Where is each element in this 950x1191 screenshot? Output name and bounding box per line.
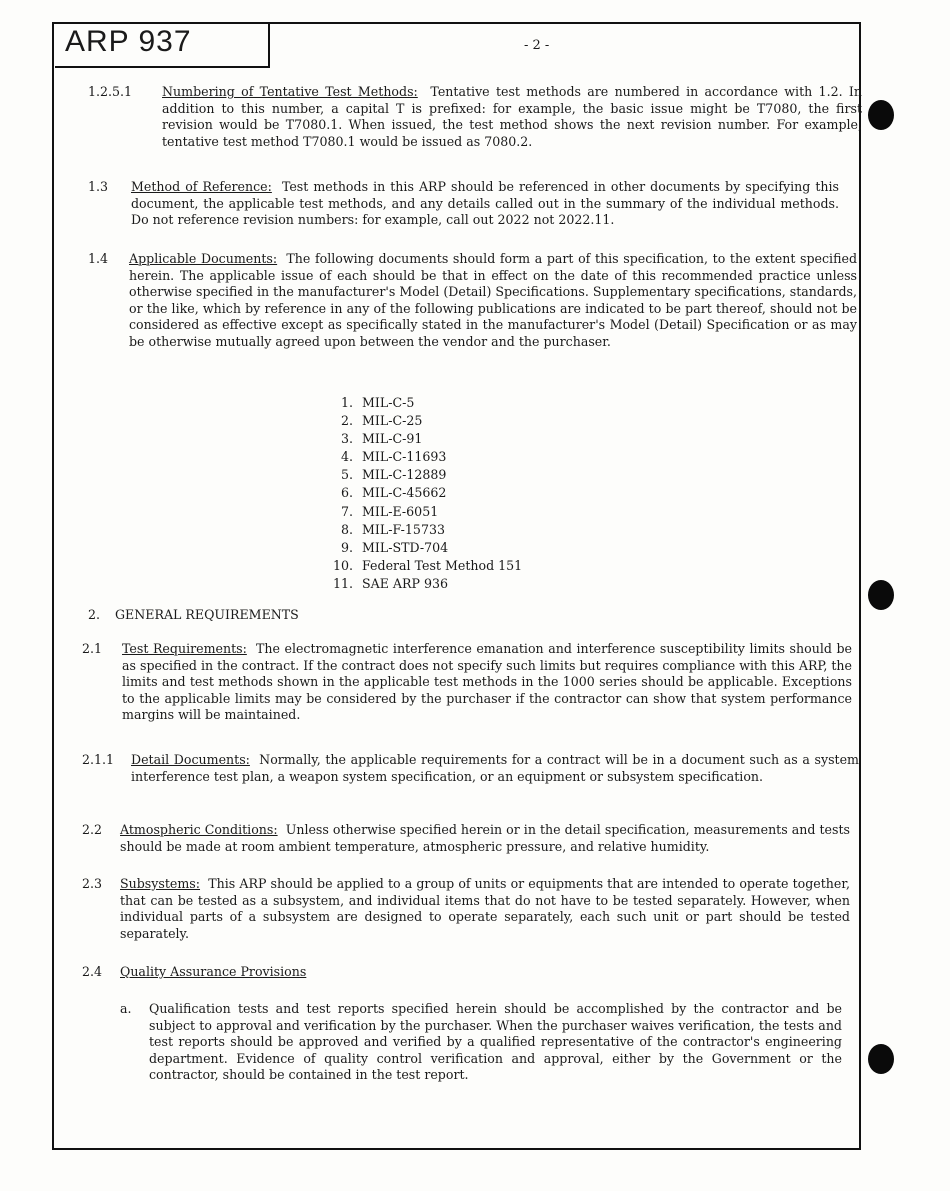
section-text: Normally, the applicable requirements for a contract will be in a document such as a system interference test plan, a weapon system specification, or an equipment or subsystem specification.: [131, 752, 860, 784]
section-number: 2.1.1: [82, 752, 115, 767]
section-title: Numbering of Tentative Test Methods:: [162, 84, 418, 99]
list-item: 5. MIL-C-12889: [340, 467, 447, 483]
punch-hole: [868, 1044, 894, 1074]
item-label: a.: [120, 1001, 132, 1016]
list-item: 11. SAE ARP 936: [332, 575, 449, 591]
list-item: 9. MIL-STD-704: [340, 539, 449, 555]
punch-hole: [868, 580, 894, 610]
list-item: 4. MIL-C-11693: [340, 449, 447, 465]
section-title: GENERAL REQUIREMENTS: [115, 607, 299, 622]
list-item: 6. MIL-C-45662: [340, 485, 447, 501]
section-title: Quality Assurance Provisions: [120, 964, 307, 979]
section-text: Tentative test methods are numbered in accordance with 1.2. In addition to this number, a capital T is prefixed: for example, the basic issue might be T7080, the first revision would be T7080.1. When issued, the test method shows the next revision number. For example, tentative test method T7080.1 would be issued as 7080.2.: [162, 84, 862, 149]
list-item: 2. MIL-C-25: [340, 413, 423, 429]
list-item: 3. MIL-C-91: [340, 431, 423, 447]
section-text: Unless otherwise specified herein or in the detail specification, measurements and tests should be made at room ambient temperature, atmospheric pressure, and relative humidity.: [120, 822, 850, 854]
list-item: 8. MIL-F-15733: [340, 521, 445, 537]
section-text: The following documents should form a part of this specification, to the extent specified herein. The applicable issue of each should be that in effect on the date of this recommended practice unless otherwise specified in the manufacturer's Model (Detail) Specifications. Supplementary specifications, standards, or the like, which by reference in any of the following publications are indicated to be part thereof, should not be considered as effective except as specifically stated in the manufacturer's Model (Detail) Specification or as may be otherwise mutually agreed upon between the vendor and the purchaser.: [129, 251, 858, 349]
section-title: Method of Reference:: [131, 179, 272, 194]
section-number: 2.2: [82, 822, 103, 837]
section-title: Applicable Documents:: [129, 251, 278, 266]
section-text: The electromagnetic interference emanation and interference susceptibility limits should be as specified in the contract. If the contract does not specify such limits but requires compliance with this ARP, the limits and test methods shown in the applicable test methods in the 1000 series should be applicable. Exceptions to the applicable limits may be considered by the purchaser if the contractor can show that system performance margins will be maintained.: [122, 641, 852, 723]
section-title: Atmospheric Conditions:: [120, 822, 278, 837]
document-id-box: [55, 23, 270, 68]
section-number: 1.3: [88, 179, 109, 194]
applicable-documents-list: [318, 394, 522, 593]
section-number: 2.3: [82, 876, 103, 891]
list-item: 1. MIL-C-5: [340, 395, 415, 410]
section-title: Detail Documents:: [131, 752, 250, 767]
section-number: 2.1: [82, 641, 103, 656]
section-title: Test Requirements:: [122, 641, 247, 656]
list-item: 10. Federal Test Method 151: [332, 557, 523, 573]
list-item: 7. MIL-E-6051: [340, 503, 439, 519]
section-text: Test methods in this ARP should be referenced in other documents by specifying this document, the applicable test methods, and any details called out in the summary of the individual methods. Do not reference revision numbers: for example, call out 2022 not 2022.11.: [131, 179, 839, 228]
section-title: Subsystems:: [120, 876, 201, 891]
section-number: 1.4: [88, 251, 109, 266]
page-number: - 2 -: [524, 38, 550, 53]
section-text: Qualification tests and test reports specified herein should be accomplished by the contractor and be subject to approval and verification by the purchaser. When the purchaser waives verification, the tests and test reports should be approved and verified by a qualified representative of the contractor's engineering department. Evidence of quality control verification and approval, either by the Government or the contractor, should be contained in the test report.: [149, 1001, 842, 1083]
section-number: 2.: [88, 607, 101, 622]
section-number: 1.2.5.1: [88, 84, 133, 99]
section-text: This ARP should be applied to a group of units or equipments that are intended to operate together, that can be tested as a subsystem, and individual items that do not have to be tested separately. However, when individual parts of a subsystem are designed to operate separately, each such unit or part should be tested separately.: [120, 876, 851, 941]
punch-hole: [868, 100, 894, 130]
section-number: 2.4: [82, 964, 103, 979]
document-id: ARP 937: [65, 25, 192, 58]
